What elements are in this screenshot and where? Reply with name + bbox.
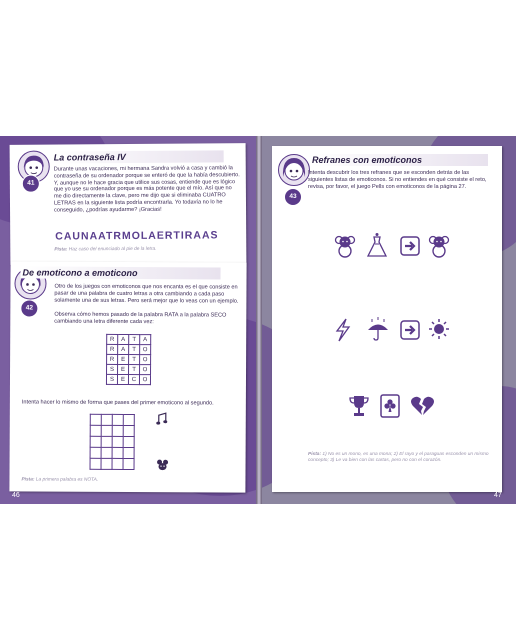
ladder-cell: C	[128, 375, 139, 385]
puzzle-body: Durante unas vacaciones, mi hermana Sandra volvió a casa y cambió la contraseña de su ordenador porque se enteró de que la había descubierto. Y, aunque no le hace gracia que utilice sus cosas, entiende que es lógico que yo use su ordenador porque es más potente que el mío. Así que no me dio directamente la clave, pero me dijo que si eliminaba CUATRO LETRAS en la siguiente lista podría encontrarla. Yo todavía no lo he conseguido, ¿podrías ayudarme? ¡Gracias!	[53, 165, 240, 214]
grid-cell[interactable]	[112, 414, 123, 425]
book-gutter	[256, 136, 262, 504]
monkey-icon	[334, 234, 356, 263]
grid-cell[interactable]	[90, 414, 101, 425]
ladder-cell: O	[140, 345, 151, 355]
grid-cell[interactable]	[123, 414, 134, 425]
hint-body: Haz caso del enunciado al pie de la letra.	[67, 246, 157, 253]
puzzle-number-badge: 41	[22, 175, 40, 193]
scrambled-code: CAUNAATRMOLAERTIRAAS	[55, 229, 219, 243]
mouse-icon	[155, 458, 169, 476]
ladder-cell: T	[129, 345, 140, 355]
hint-label: Pista:	[308, 452, 322, 457]
grid-row	[90, 458, 134, 469]
grid-row	[90, 436, 134, 447]
grid-cell[interactable]	[112, 458, 123, 469]
grid-cell[interactable]	[123, 447, 134, 458]
ladder-cell: O	[139, 375, 150, 385]
answer-grid[interactable]	[90, 414, 135, 470]
grid-cell[interactable]	[101, 414, 112, 425]
ladder-cell: A	[118, 344, 129, 354]
ladder-cell: T	[129, 365, 140, 375]
ladder-cell: T	[129, 355, 140, 365]
ladder-row	[106, 374, 150, 384]
grid-cell[interactable]	[101, 425, 112, 436]
puzzle-title: Refranes con emoticonos	[312, 155, 423, 165]
dress-icon	[366, 232, 388, 263]
hint-body: 1) No es un mono, es una mona; 2) El rayo y el paraguas esconden un mismo concepto; 3) Le va bien con las cartas, pero no con el corazón.	[308, 452, 489, 463]
grid-cell[interactable]	[101, 458, 112, 469]
ladder-cell: O	[140, 355, 151, 365]
puzzle-43-card	[272, 146, 502, 492]
ladder-cell: E	[118, 354, 129, 364]
page-number-left: 46	[12, 492, 20, 499]
word-ladder-example	[106, 334, 151, 385]
grid-cell[interactable]	[123, 436, 134, 447]
grid-cell[interactable]	[123, 425, 134, 436]
puzzle-42-card	[9, 261, 246, 492]
ladder-cell: R	[107, 334, 118, 344]
hint-text	[21, 477, 98, 482]
sun-icon	[428, 318, 450, 345]
monkey-icon	[428, 234, 450, 263]
ladder-cell: S	[107, 364, 118, 374]
puzzle-title: De emoticono a emoticono	[22, 267, 138, 279]
puzzle-title: La contraseña IV	[53, 152, 126, 163]
grid-cell[interactable]	[112, 436, 123, 447]
grid-cell[interactable]	[101, 447, 112, 458]
hint-text	[54, 247, 156, 253]
puzzle-body-intro: Otro de los juegos con emoticonos que nos encanta es el que consiste en pasar de una palabra de cuatro letras a otra cambiando a cada paso solamente una de sus letras. Pero será mejor que lo veas con un ejemplo.	[54, 283, 239, 305]
girl-avatar-icon	[278, 154, 310, 186]
ladder-cell: T	[129, 335, 140, 345]
grid-row	[90, 425, 134, 436]
grid-row	[90, 447, 134, 458]
ladder-cell: E	[118, 364, 129, 374]
ladder-cell: O	[140, 365, 151, 375]
ladder-cell: S	[106, 374, 117, 384]
arrow-right-icon	[400, 320, 420, 345]
puzzle-body: Intenta descubrir los tres refranes que se esconden detrás de las siguientes listas de emoticonos. Si no entiendes en qué consiste el reto, revisa, por favor, el juego Pells con emoticonos de la página 27.	[308, 170, 487, 190]
hint-label: Pista:	[54, 247, 68, 253]
puzzle-41-card	[10, 143, 247, 265]
trophy-icon	[348, 394, 370, 423]
ladder-cell: E	[117, 374, 128, 384]
grid-row	[90, 414, 134, 425]
grid-cell[interactable]	[123, 458, 134, 469]
ladder-row	[107, 344, 151, 354]
ladder-row	[107, 354, 151, 364]
hint-label: Pista:	[21, 477, 35, 483]
club-card-icon	[380, 394, 400, 423]
hint-body: La primera palabra es NOTA.	[34, 477, 99, 483]
arrow-right-icon	[400, 236, 420, 261]
umbrella-rain-icon	[366, 316, 390, 347]
ladder-row	[107, 364, 151, 374]
grid-cell[interactable]	[90, 447, 101, 458]
puzzle-number-badge: 43	[284, 188, 302, 206]
puzzle-number-badge: 42	[20, 299, 38, 317]
ladder-cell: R	[107, 344, 118, 354]
grid-cell[interactable]	[90, 425, 101, 436]
broken-heart-icon	[410, 395, 434, 422]
lightning-icon	[334, 318, 352, 347]
grid-cell[interactable]	[101, 436, 112, 447]
ladder-cell: A	[118, 334, 129, 344]
ladder-cell: A	[140, 335, 151, 345]
grid-cell[interactable]	[90, 458, 101, 469]
grid-cell[interactable]	[90, 436, 101, 447]
grid-cell[interactable]	[112, 425, 123, 436]
hint-text	[308, 452, 494, 464]
music-note-icon	[156, 412, 168, 431]
grid-cell[interactable]	[112, 447, 123, 458]
ladder-row	[107, 334, 151, 344]
puzzle-instruction: Intenta hacer lo mismo de forma que pases del primer emoticono al segundo.	[21, 399, 214, 407]
page-number-right: 47	[494, 492, 502, 499]
puzzle-body-example: Observa cómo hemos pasado de la palabra RATA a la palabra SECO cambiando una letra diferente cada vez:	[54, 311, 227, 325]
ladder-cell: R	[107, 354, 118, 364]
